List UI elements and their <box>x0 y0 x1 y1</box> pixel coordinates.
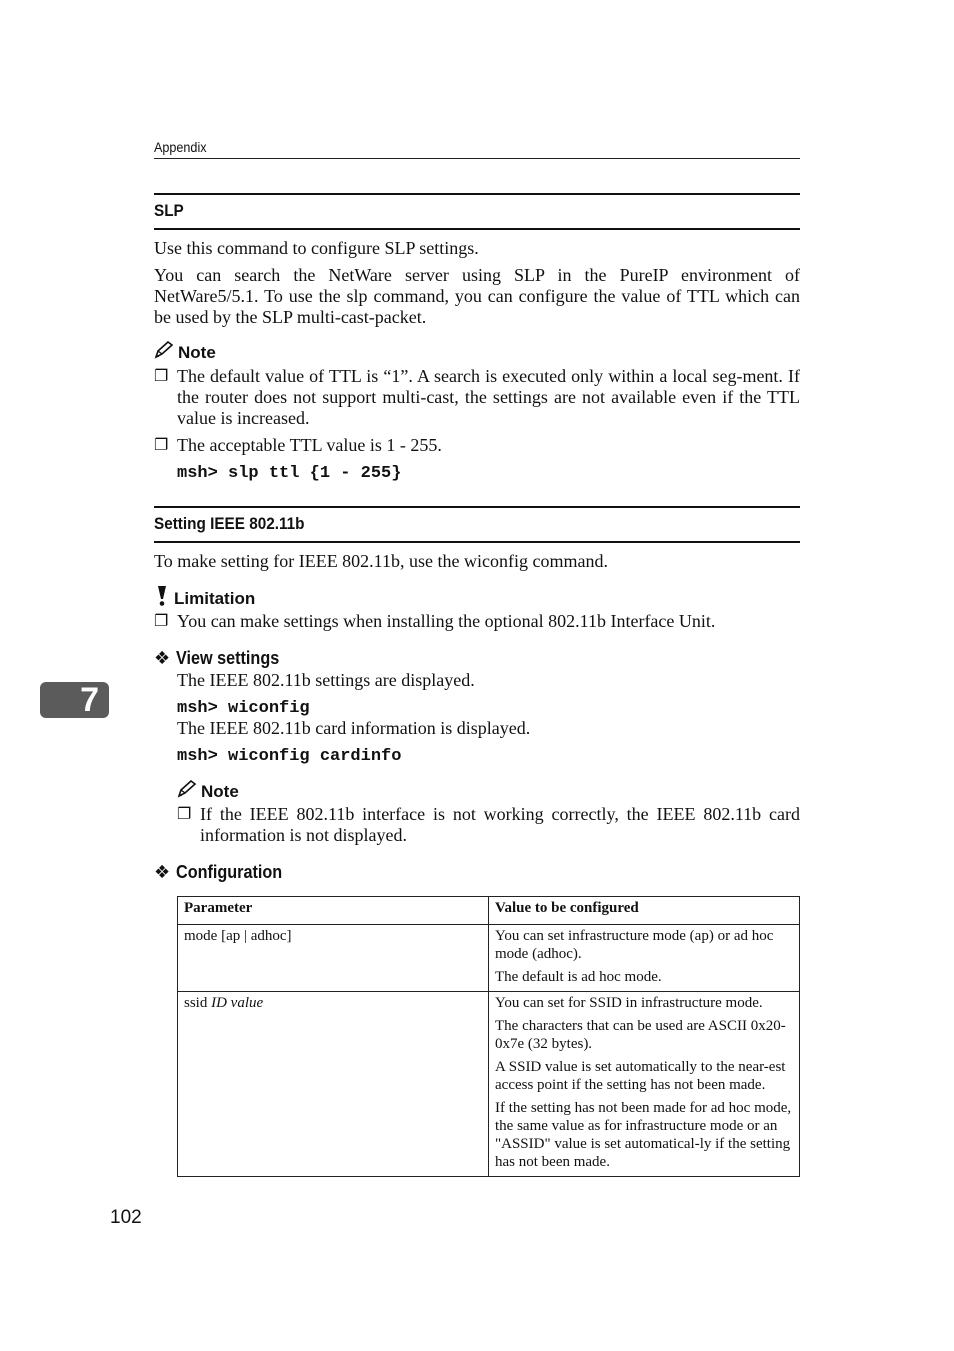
note-pencil-icon <box>154 341 174 364</box>
cardinfo-code: msh> wiconfig cardinfo <box>177 747 402 766</box>
view-settings-text: The IEEE 802.11b settings are displayed. <box>177 670 475 690</box>
section-bottom-rule <box>154 228 800 230</box>
note-pencil-icon <box>177 780 197 803</box>
ieee-intro: To make setting for IEEE 802.11b, use the wiconfig command. <box>154 551 608 571</box>
section-top-rule <box>154 506 800 508</box>
limitation-list <box>154 611 800 632</box>
note-text: The acceptable TTL value is 1 - 255. <box>177 435 442 455</box>
section-title-ieee: Setting IEEE 802.11b <box>154 514 305 533</box>
value-cell <box>489 925 800 992</box>
checkbox-bullet-icon: ❐ <box>154 613 169 630</box>
parameter-name: ssid <box>184 995 208 1011</box>
view-settings-heading <box>154 648 291 669</box>
slp-description: You can search the NetWare server using SLP in the PureIP environment of NetWare5/5.1. To use the slp command, you can configure the value of TTL which can be used by the SLP multi-cast-packet. <box>154 265 800 327</box>
slp-code-example: msh> slp ttl {1 - 255} <box>177 464 402 483</box>
table-row <box>178 925 800 992</box>
configuration-heading <box>154 862 294 883</box>
column-header-parameter: Parameter <box>178 897 489 925</box>
value-cell <box>489 992 800 1177</box>
configuration-title: Configuration <box>176 862 283 882</box>
checkbox-bullet-icon: ❐ <box>154 437 169 454</box>
slp-intro: Use this command to configure SLP settings. <box>154 238 479 258</box>
slp-note-heading <box>154 341 216 364</box>
section-title-slp: SLP <box>154 201 184 220</box>
value-text: The default is ad hoc mode. <box>495 969 662 985</box>
chapter-tab: 7 <box>40 682 109 718</box>
view-note-list <box>177 804 800 846</box>
note-item <box>154 435 800 456</box>
limitation-label: Limitation <box>174 588 256 608</box>
note-label: Note <box>201 781 239 801</box>
limitation-text: You can make settings when installing the optional 802.11b Interface Unit. <box>177 611 716 631</box>
diamond-bullet-icon: ❖ <box>154 862 171 882</box>
value-text: The characters that can be used are ASCII 0x20-0x7e (32 bytes). <box>495 1018 786 1052</box>
view-note-heading <box>177 780 239 803</box>
limitation-exclamation-icon <box>154 585 170 612</box>
section-bottom-rule <box>154 541 800 543</box>
view-settings-title: View settings <box>176 648 280 668</box>
running-head: Appendix <box>154 139 207 155</box>
slp-note-list <box>154 366 800 456</box>
configuration-table <box>177 896 800 1177</box>
diamond-bullet-icon: ❖ <box>154 648 171 668</box>
view-settings-code: msh> wiconfig <box>177 699 310 718</box>
note-item <box>177 804 800 846</box>
limitation-item <box>154 611 800 632</box>
header-divider <box>154 158 800 159</box>
value-text: You can set for SSID in infrastructure mode. <box>495 995 763 1011</box>
parameter-cell <box>178 992 489 1177</box>
note-text: If the IEEE 802.11b interface is not working correctly, the IEEE 802.11b card information is not displayed. <box>200 804 800 845</box>
parameter-placeholder: ID value <box>211 995 264 1011</box>
value-text: If the setting has not been made for ad hoc mode, the same value as for infrastructure mode or an "ASSID" value is set automatical-ly if the setting has not been made. <box>495 1100 792 1170</box>
note-text: The default value of TTL is “1”. A search is executed only within a local seg-ment. If the router does not support multi-cast, the settings are not available even if the TTL value is increased. <box>177 366 800 428</box>
section-top-rule <box>154 193 800 195</box>
table-row <box>178 992 800 1177</box>
checkbox-bullet-icon: ❐ <box>154 368 169 385</box>
note-label: Note <box>178 342 216 362</box>
parameter-name: mode [ap | adhoc] <box>184 928 292 944</box>
page-number: 102 <box>110 1207 142 1228</box>
cardinfo-text: The IEEE 802.11b card information is displayed. <box>177 718 531 738</box>
value-text: You can set infrastructure mode (ap) or ad hoc mode (adhoc). <box>495 928 774 962</box>
table-header-row <box>178 897 800 925</box>
limitation-heading <box>154 585 255 612</box>
column-header-value: Value to be configured <box>489 897 800 925</box>
parameter-cell <box>178 925 489 992</box>
checkbox-bullet-icon: ❐ <box>177 806 192 823</box>
value-text: A SSID value is set automatically to the near-est access point if the setting has not been made. <box>495 1059 786 1093</box>
note-item <box>154 366 800 429</box>
